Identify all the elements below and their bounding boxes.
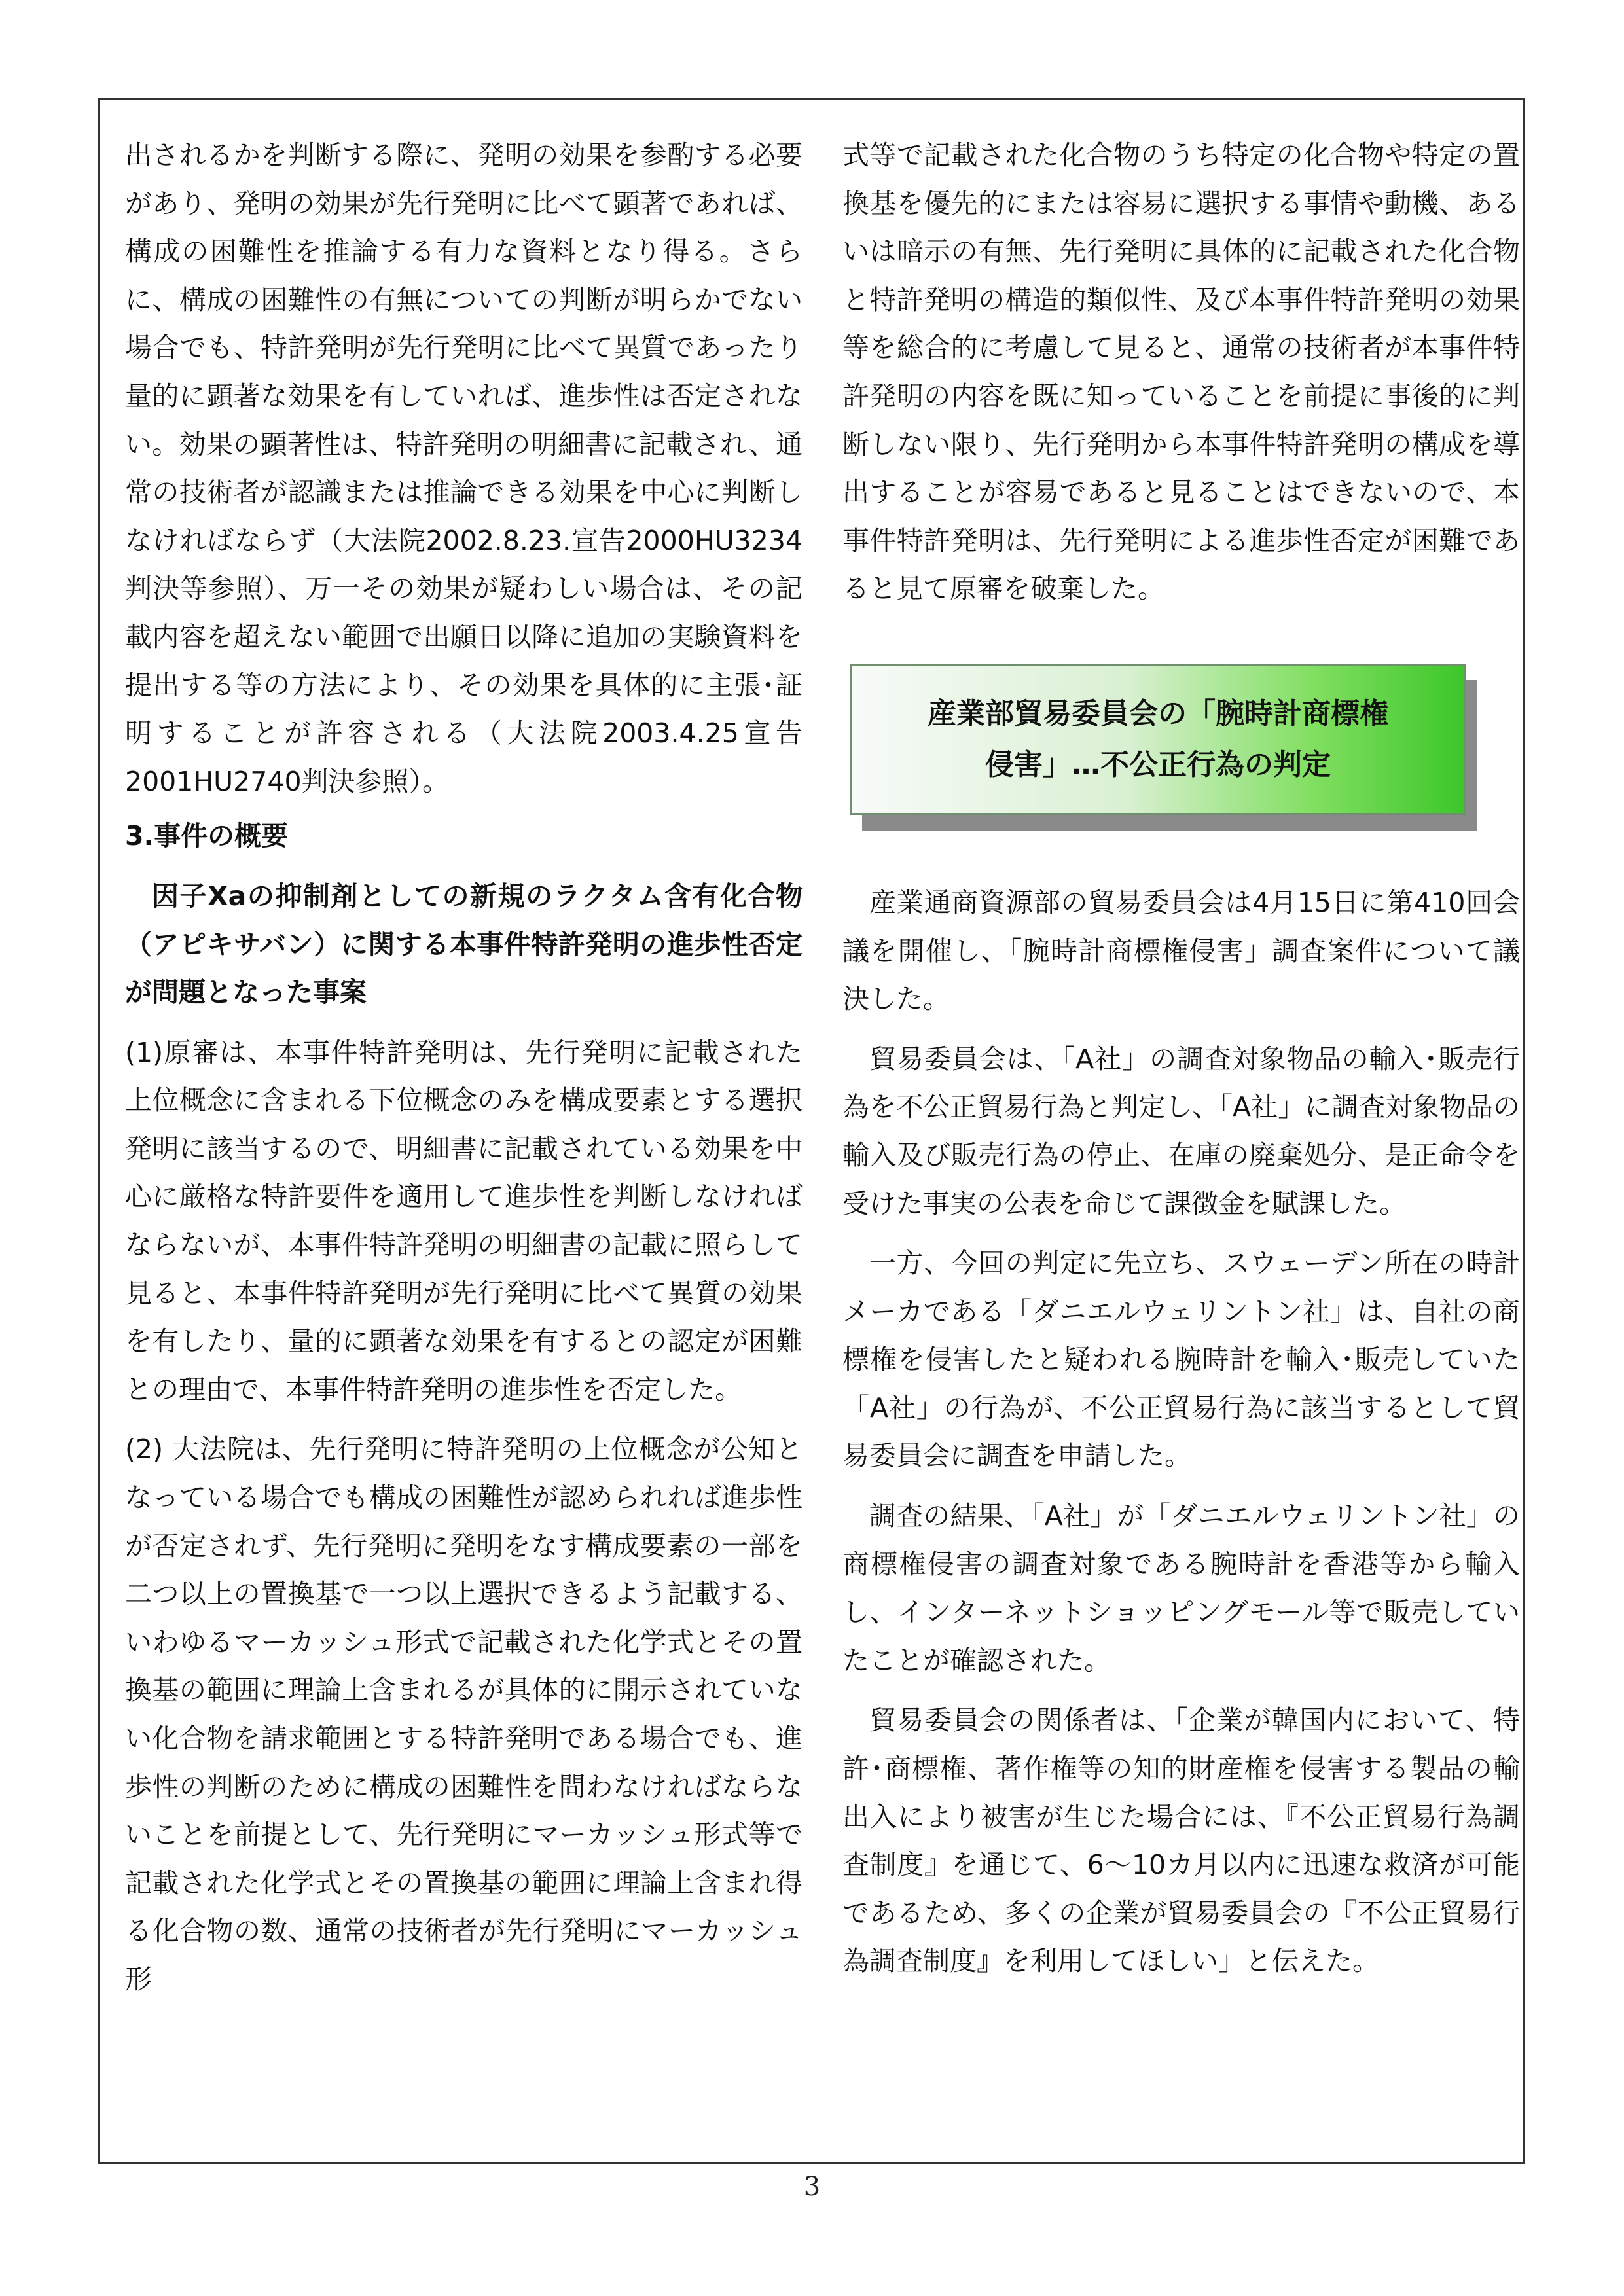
article-paragraph-1: 産業通商資源部の貿易委員会は4月15日に第410回会議を開催し、「腕時計商標権侵害」調査案件について議決した。 — [842, 886, 1520, 1015]
left-column — [125, 132, 803, 2004]
item-2-paragraph: (2) 大法院は、先行発明に特許発明の上位概念が公知となっている場合でも構成の困難性が認められれば進歩性が否定されず、先行発明に発明をなす構成要素の一部を二つ以上の置換基で一つ以上選択できるよう記載する、いわゆるマーカッシュ形式で記載された化学式とその置換基の範囲に理論上含まれるが具体的に開示されていない化合物を請求範囲とする特許発明である場合でも、進歩性の判断のために構成の困難性を問わなければならないことを前提として、先行発明にマーカッシュ形式等で記載された化学式とその置換基の範囲に理論上含まれ得る化合物の数、通常の技術者が先行発明にマーカッシュ形 — [125, 1433, 803, 1995]
article-paragraph-5: 貿易委員会の関係者は、「企業が韓国内において、特許･商標権、著作権等の知的財産権を侵害する製品の輸出入により被害が生じた場合には、『不公正貿易行為調査制度』を通じて、6～10カ月以内に迅速な救済が可能であるため、多くの企業が貿易委員会の『不公正貿易行為調査制度』を利用してほしい」と伝えた。 — [842, 1704, 1520, 1977]
item-1-paragraph: (1)原審は、本事件特許発明は、先行発明に記載された上位概念に含まれる下位概念のみを構成要素とする選択発明に該当するので、明細書に記載されている効果を中心に厳格な特許要件を適用して進歩性を判断しなければならないが、本事件特許発明の明細書の記載に照らして見ると、本事件特許発明が先行発明に比べて異質の効果を有したり、量的に顕著な効果を有するとの認定が困難との理由で、本事件特許発明の進歩性を否定した。 — [125, 1036, 803, 1405]
article-banner — [842, 664, 1520, 831]
article-paragraph-2: 貿易委員会は、「A社」の調査対象物品の輸入･販売行為を不公正貿易行為と判定し、「A社」に調査対象物品の輸入及び販売行為の停止、在庫の廃棄処分、是正命令を受けた事実の公表を命じて課徴金を賦課した。 — [842, 1043, 1520, 1219]
page-frame — [98, 98, 1525, 2164]
page-number: 3 — [803, 2172, 821, 2202]
article-paragraph-4: 調査の結果、「A社」が「ダニエルウェリントン社」の商標権侵害の調査対象である腕時計を香港等から輸入し、インターネットショッピングモール等で販売していたことが確認された。 — [842, 1500, 1520, 1676]
right-column — [842, 132, 1520, 1986]
section-heading: 3.事件の概要 — [125, 820, 289, 852]
article-paragraph-3: 一方、今回の判定に先立ち、スウェーデン所在の時計メーカである「ダニエルウェリントン社」は、自社の商標権を侵害したと疑われる腕時計を輸入･販売していた「A社」の行為が、不公正貿易行為に該当するとして貿易委員会に調査を申請した。 — [842, 1247, 1520, 1472]
banner-title-line-2: 侵害」…不公正行為の判定 — [985, 747, 1331, 781]
banner-title-line-1: 産業部貿易委員会の「腕時計商標権 — [928, 696, 1388, 730]
intro-paragraph: 出されるかを判断する際に、発明の効果を参酌する必要があり、発明の効果が先行発明に比べて顕著であれば、構成の困難性を推論する有力な資料となり得る。さらに、構成の困難性の有無についての判断が明らかでない場合でも、特許発明が先行発明に比べて異質であったり量的に顕著な効果を有していれば、進歩性は否定されない。効果の顕著性は、特許発明の明細書に記載され、通常の技術者が認識または推論できる効果を中心に判断しなければならず（大法院2002.8.23.宣告2000HU3234判決等参照）、万一その効果が疑わしい場合は、その記載内容を超えない範囲で出願日以降に追加の実験資料を提出する等の方法により、その効果を具体的に主張･証明することが許容される（大法院2003.4.25宣告2001HU2740判決参照）。 — [125, 139, 803, 797]
case-title: 因子Xaの抑制剤としての新規のラクタム含有化合物（アピキサバン）に関する本事件特許発明の進歩性否定が問題となった事案 — [125, 880, 803, 1009]
banner-box — [850, 664, 1466, 815]
continued-paragraph: 式等で記載された化合物のうち特定の化合物や特定の置換基を優先的にまたは容易に選択する事情や動機、あるいは暗示の有無、先行発明に具体的に記載された化合物と特許発明の構造的類似性、及び本事件特許発明の効果等を総合的に考慮して見ると、通常の技術者が本事件特許発明の内容を既に知っていることを前提に事後的に判断しない限り、先行発明から本事件特許発明の構成を導出することが容易であると見ることはできないので、本事件特許発明は、先行発明による進歩性否定が困難であると見て原審を破棄した。 — [842, 139, 1520, 605]
